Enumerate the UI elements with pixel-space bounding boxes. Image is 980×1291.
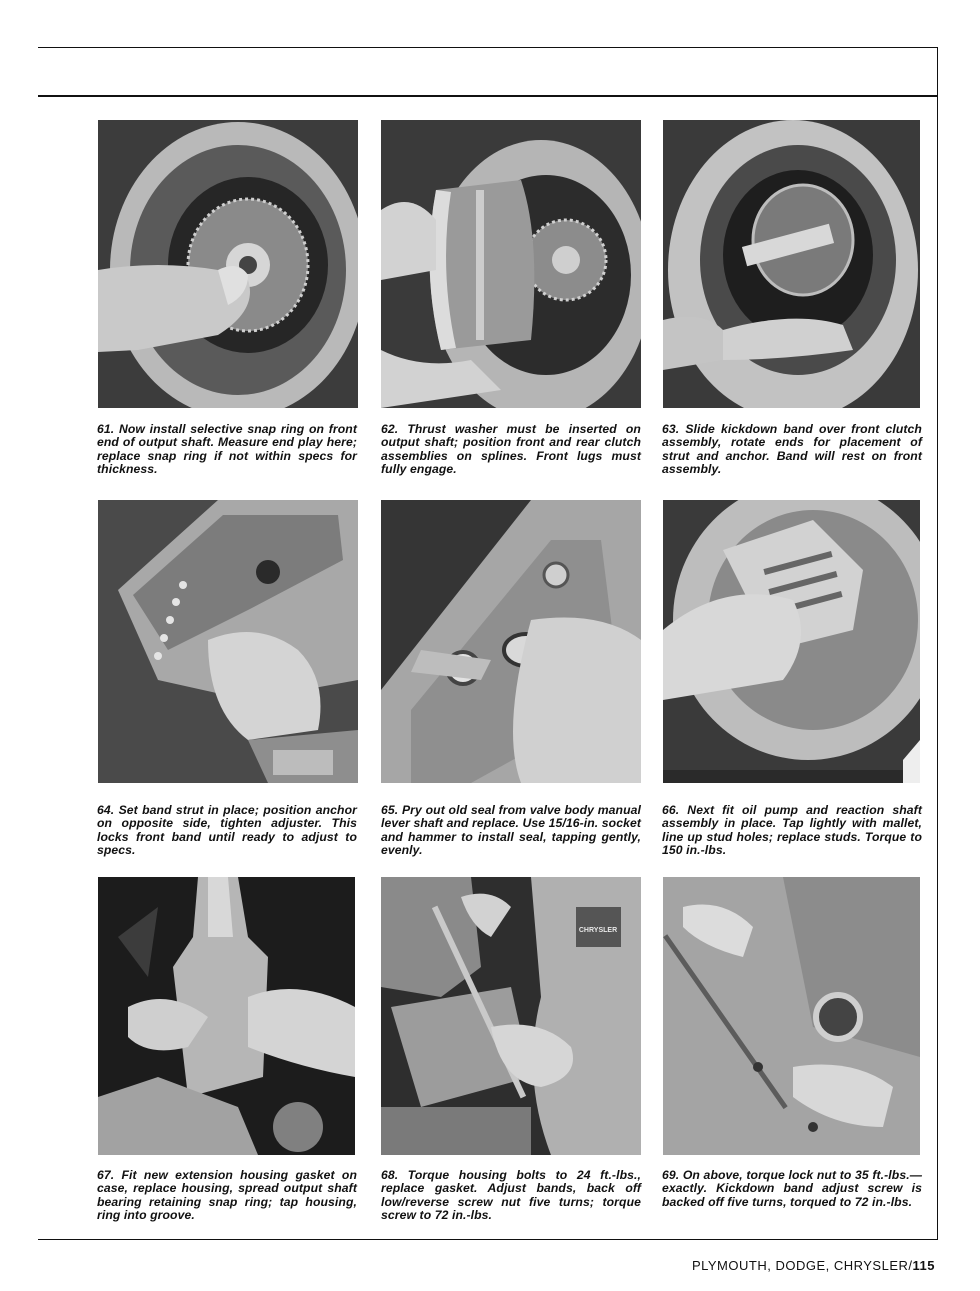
caption-number: 68. (381, 1168, 399, 1182)
caption-number: 69. (662, 1168, 680, 1182)
caption-62 (381, 423, 641, 477)
caption-69 (662, 1169, 922, 1209)
caption-text: Torque housing bolts to 24 ft.-lbs., replace gasket. Adjust bands, back off low/reverse screw nut five turns; torque screw to 72 in.-lbs. (381, 1168, 641, 1223)
footer-rule-right (937, 97, 938, 1239)
header-rule-right (937, 47, 938, 97)
caption-68 (381, 1169, 641, 1223)
footer-rule (38, 1239, 938, 1240)
shirt-badge-text: CHRYSLER (578, 927, 618, 934)
photo-61-snap-ring (98, 120, 358, 408)
caption-number: 64. (97, 803, 115, 817)
publication-name: PLYMOUTH, DODGE, CHRYSLER/ (691, 1258, 913, 1273)
photo-67-extension-housing (98, 877, 355, 1155)
caption-63 (662, 423, 922, 477)
caption-text: Thrust washer must be inserted on output shaft; position front and rear clutch assemblies on splines. Front lugs must fully engage. (381, 422, 641, 477)
photo-66-oil-pump (663, 500, 920, 783)
caption-number: 61. (97, 422, 115, 436)
caption-65 (381, 804, 641, 858)
caption-text: Next fit oil pump and reaction shaft assembly in place. Tap lightly with mallet, line up stud holes; replace studs. Torque to 150 in.-lbs. (662, 803, 922, 858)
photo-63-kickdown-band (663, 120, 920, 408)
caption-67 (97, 1169, 357, 1223)
photo-64-band-strut (98, 500, 358, 783)
caption-text: Set band strut in place; position anchor on opposite side, tighten adjuster. This locks front band until ready to adjust to specs. (97, 803, 357, 858)
header-rule-top (38, 47, 938, 48)
caption-text: On above, torque lock nut to 35 ft.-lbs.—exactly. Kickdown band adjust screw is backed off five turns, torqued to 72 in.-lbs. (662, 1168, 922, 1209)
caption-66 (662, 804, 922, 858)
caption-61 (97, 423, 357, 477)
photo-65-valve-seal (381, 500, 641, 783)
caption-number: 66. (662, 803, 680, 817)
caption-text: Pry out old seal from valve body manual lever shaft and replace. Use 15/16-in. socket and hammer to install seal, tapping gently, evenly. (381, 803, 641, 858)
caption-text: Slide kickdown band over front clutch assembly, rotate ends for placement of strut and anchor. Band will rest on front assembly. (662, 422, 922, 477)
header-rule-bottom (38, 95, 938, 97)
photo-69-lock-nut (663, 877, 920, 1155)
page-number: 115 (912, 1258, 935, 1273)
photo-62-thrust-washer (381, 120, 641, 408)
caption-number: 65. (381, 803, 399, 817)
caption-text: Fit new extension housing gasket on case, replace housing, spread output shaft bearing retaining snap ring; tap housing, ring into groove. (97, 1168, 357, 1223)
page-footer (692, 1258, 935, 1273)
photo-68-torque-housing (381, 877, 641, 1155)
caption-number: 67. (97, 1168, 115, 1182)
caption-64 (97, 804, 357, 858)
caption-text: Now install selective snap ring on front end of output shaft. Measure end play here; replace snap ring if not within specs for thickness. (97, 422, 357, 477)
caption-number: 62. (381, 422, 399, 436)
caption-number: 63. (662, 422, 680, 436)
